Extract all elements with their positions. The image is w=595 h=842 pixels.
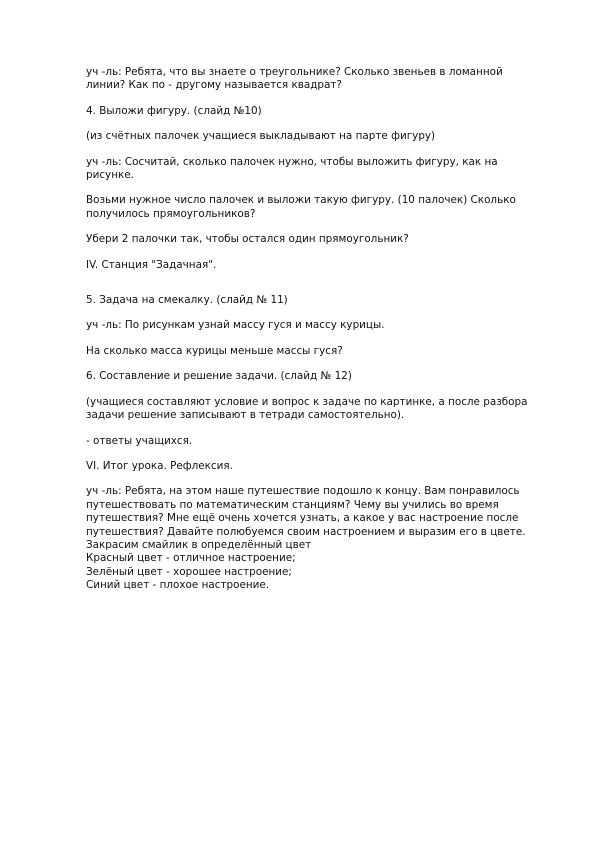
text-line: Красный цвет - отличное настроение; bbox=[86, 552, 296, 565]
text-line: Зелёный цвет - хорошее настроение; bbox=[86, 565, 292, 578]
text-line: 5. Задача на смекалку. (слайд № 11) bbox=[86, 294, 288, 307]
paragraph-teacher-triangle-question bbox=[86, 66, 556, 93]
text-line: На сколько масса курицы меньше массы гуся? bbox=[86, 344, 343, 357]
text-line: уч -ль: Ребята, что вы знаете о треугольнике? Сколько звеньев в ломанной bbox=[86, 66, 503, 78]
paragraph-student-answers bbox=[86, 435, 556, 448]
heading-task-6 bbox=[86, 370, 556, 383]
text-line: путешествия? Мне ещё очень хочется узнать, а какое у вас настроение после bbox=[86, 512, 519, 525]
heading-task-4 bbox=[86, 105, 556, 118]
paragraph-students-layout bbox=[86, 130, 556, 143]
text-line: рисунке. bbox=[86, 169, 134, 182]
heading-task-5 bbox=[86, 294, 556, 307]
text-line: (из счётных палочек учащиеся выкладывают на парте фигуру) bbox=[86, 130, 436, 143]
paragraph-take-sticks bbox=[86, 194, 556, 221]
paragraph-teacher-goose-chicken bbox=[86, 319, 556, 332]
text-line: уч -ль: Сосчитай, сколько палочек нужно, чтобы выложить фигуру, как на bbox=[86, 155, 498, 168]
paragraph-teacher-count-sticks bbox=[86, 156, 556, 183]
text-line: задачи решение записывают в тетради самостоятельно). bbox=[86, 409, 405, 422]
text-line: уч -ль: По рисункам узнай массу гуся и массу курицы. bbox=[86, 319, 385, 332]
text-line: - ответы учащихся. bbox=[86, 434, 193, 447]
text-line: 6. Составление и решение задачи. (слайд № 12) bbox=[86, 370, 352, 383]
text-line: линии? Как по - другому называется квадрат? bbox=[86, 79, 342, 92]
heading-station-iv bbox=[86, 259, 556, 272]
text-line: IV. Станция "Задачная". bbox=[86, 258, 217, 271]
paragraph-mass-question bbox=[86, 345, 556, 358]
text-line: VI. Итог урока. Рефлексия. bbox=[86, 459, 233, 472]
paragraph-reflection bbox=[86, 485, 556, 592]
text-line: уч -ль: Ребята, на этом наше путешествие подошло к концу. Вам понравилось bbox=[86, 485, 520, 498]
text-line: получилось прямоугольников? bbox=[86, 207, 256, 220]
text-line: 4. Выложи фигуру. (слайд №10) bbox=[86, 104, 262, 117]
document-page bbox=[86, 66, 556, 593]
text-line: Закрасим смайлик в определённый цвет bbox=[86, 538, 312, 551]
paragraph-students-compose-task bbox=[86, 396, 556, 423]
paragraph-remove-sticks bbox=[86, 233, 556, 246]
text-line: (учащиеся составляют условие и вопрос к задаче по картинке, а после разбора bbox=[86, 395, 528, 408]
text-line: Убери 2 палочки так, чтобы остался один прямоугольник? bbox=[86, 233, 409, 246]
heading-section-vi bbox=[86, 460, 556, 473]
text-line: путешествия? Давайте полюбуемся своим настроением и выразим его в цвете. bbox=[86, 525, 526, 538]
text-line: Возьми нужное число палочек и выложи такую фигуру. (10 палочек) Сколько bbox=[86, 194, 516, 207]
text-line: путешествовать по математическим станциям? Чему вы учились во время bbox=[86, 498, 499, 511]
text-line: Синий цвет - плохое настроение. bbox=[86, 579, 270, 592]
